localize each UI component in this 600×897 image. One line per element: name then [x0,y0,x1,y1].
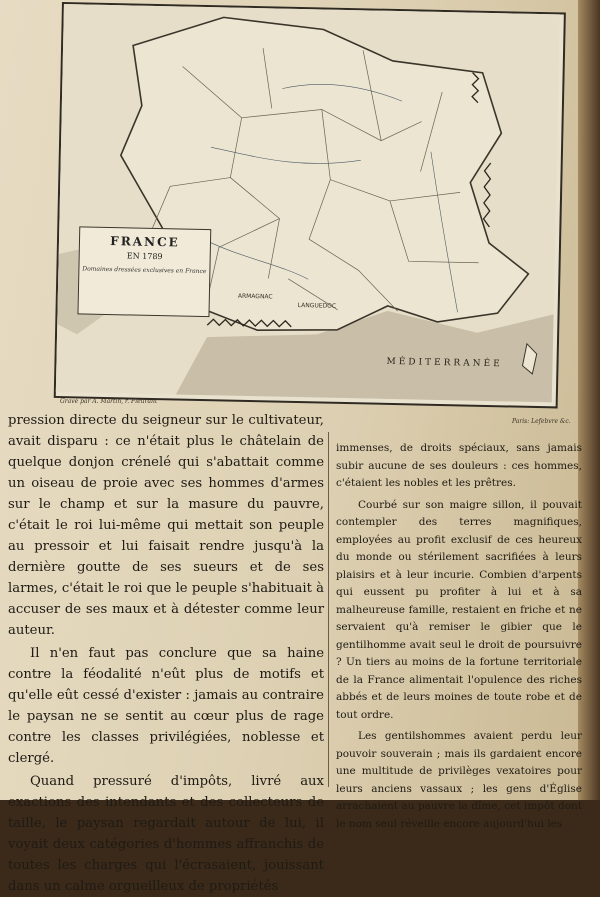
cartouche-title: FRANCE [110,234,180,250]
column-divider [328,432,329,787]
publisher-credit: Paris: Lefebvre &c. [512,418,571,425]
map-cartouche [77,226,211,317]
paragraph: Quand pressuré d'impôts, livré aux exactions des intendants et des collecteurs de taille, le paysan regardait autour de lui, il voyait deux catégories d'hommes affranchis de toutes les charges qui l'écrasaient, jouissant dans un calme orgueilleux de propriétés [8,774,324,894]
sea-label: MÉDITERRANÉE [386,356,503,370]
engraver-credit: Gravé par A. Martin, r. Fleurant [60,398,158,405]
paragraph: immenses, de droits spéciaux, sans jamais subir aucune de ses douleurs : ces hommes, c'étaient les nobles et les prêtres. [336,442,582,489]
text-column-left [8,410,324,897]
cartouche-legend: Domaines dressées exclusives en France [82,265,207,276]
region-label: LANGUEDOC [297,302,337,310]
paragraph: Il n'en faut pas conclure que sa haine contre la féodalité n'eût plus de motifs et qu'elle eût cessé d'exister : jamais au contraire le paysan ne se sentit au cœur plus de rage contre les classes privilégiées, noblesse et clergé. [8,646,324,766]
paragraph: Courbé sur son maigre sillon, il pouvait contempler des terres magnifiques, employées au profit exclusif de ces heureux du monde ou stérilement sacrifiées à leurs plaisirs et à leur incurie. Combien d'arpents qui eussent pu profiter à lui et à sa malheureuse famille, restaient en friche et ne servaient qu'à remiser le gibier que le gentilhomme avait seul le droit de poursuivre ? Un tiers au moins de la fortune territoriale de la France alimentait l'opulence des riches abbés et de leurs moines de toute robe et de tout ordre. [336,498,582,721]
paragraph: Les gentilshommes avaient perdu leur pouvoir souverain ; mais ils gardaient encore une multitude de privilèges vexatoires pour leurs anciens vassaux ; les gens d'Église arrachaient au pauvre la dîme, cet impôt dont le nom seul réveille encore aujourd'hui les [336,730,582,830]
text-column-right [336,440,582,833]
cartouche-subtitle: EN 1789 [126,251,163,262]
region-label: ARMAGNAC [237,292,273,301]
map-of-france-1789 [54,2,566,408]
map-illustration [56,4,560,402]
paragraph: pression directe du seigneur sur le cultivateur, avait disparu : ce n'était plus le châtelain de quelque donjon crénelé qui s'abattait comme un oiseau de proie avec ses hommes d'armes sur le champ et sur la masure du pauvre, c'était le roi lui-même qui mettait son peuple au pressoir et lui faisait rendre jusqu'à la dernière goutte de ses sueurs et de ses larmes, c'était le roi que le peuple s'habituait à accuser de ses maux et à détester comme leur auteur. [8,413,324,638]
